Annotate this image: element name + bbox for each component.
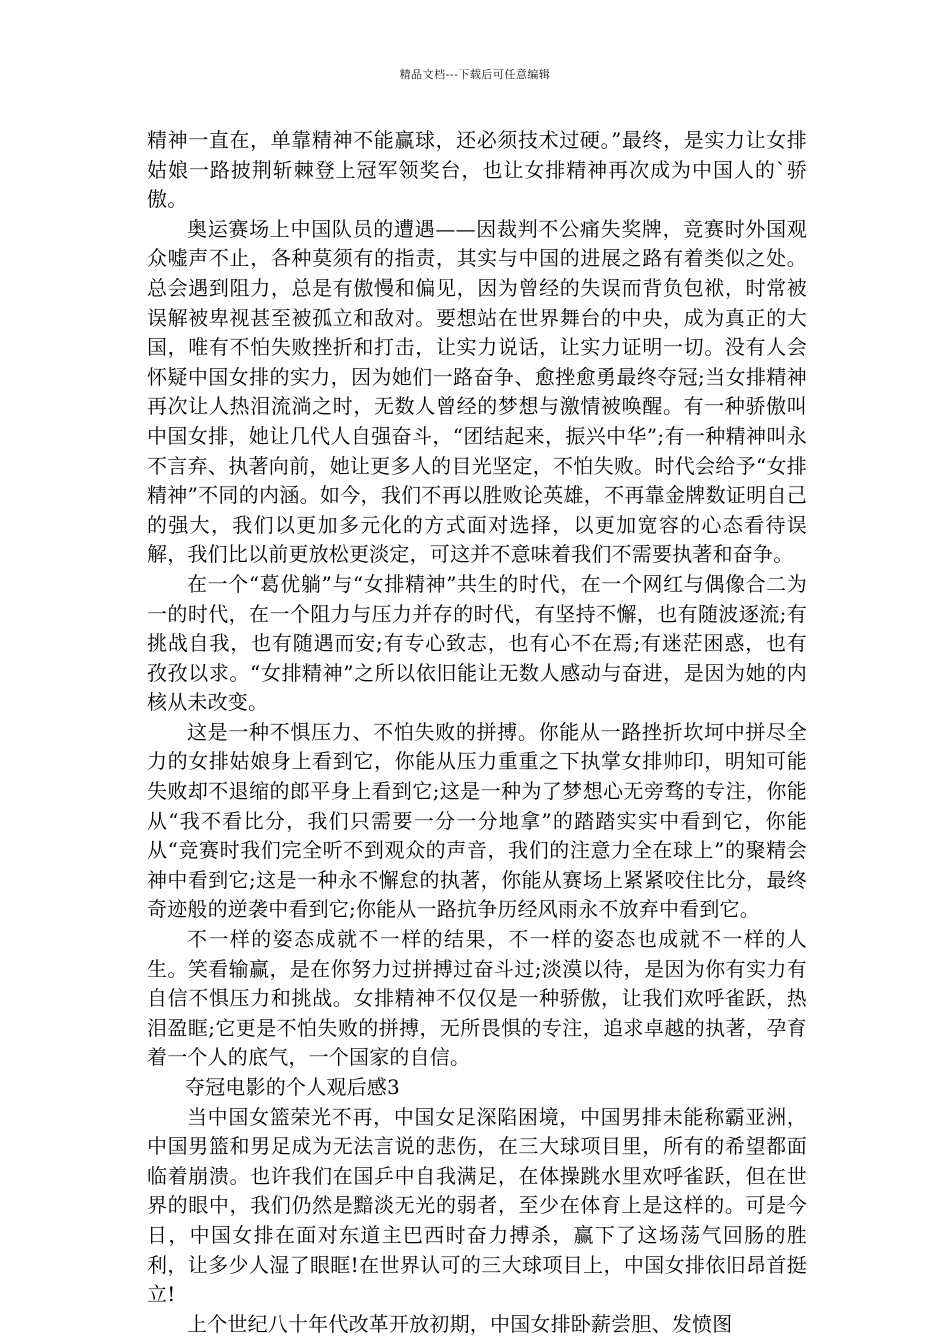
paragraph-continuation: 精神一直在，单靠精神不能赢球，还必须技术过硬。”最终，是实力让女排姑娘一路披荆斩棘登上冠军领奖台，也让女排精神再次成为中国人的`骄傲。 xyxy=(147,128,807,212)
paragraph-era: 在一个“葛优躺”与“女排精神”共生的时代，在一个网红与偶像合二为一的时代，在一个阻力与压力并存的时代，有坚持不懈，也有随波逐流;有挑战自我，也有随遇而安;有专心致志，也有心不在焉;有迷茫困惑，也有孜孜以求。“女排精神”之所以依旧能让无数人感动与奋进，是因为她的内核从未改变。 xyxy=(147,571,807,715)
paragraph-eighties: 上个世纪八十年代改革开放初期，中国女排卧薪尝胆、发愤图 xyxy=(187,1311,733,1336)
paragraph-attitude: 不一样的姿态成就不一样的结果，不一样的姿态也成就不一样的人生。笑看输赢，是在你努力过拼搏过奋斗过;淡漠以待，是因为你有实力有自信不惧压力和挑战。女排精神不仅仅是一种骄傲，让我们欢呼雀跃，热泪盈眶;它更是不怕失败的拼搏，无所畏惧的专注，追求卓越的执著，孕育着一个人的底气，一个国家的自信。 xyxy=(147,927,807,1070)
paragraph-basketball: 当中国女篮荣光不再，中国女足深陷困境，中国男排未能称霸亚洲，中国男篮和男足成为无法言说的悲伤，在三大球项目里，所有的希望都面临着崩溃。也许我们在国乒中自我满足，在体操跳水里欢呼雀跃，但在世界的眼中，我们仍然是黯淡无光的弱者，至少在体育上是这样的。可是今日，中国女排在面对东道主巴西时奋力搏杀，赢下了这场荡气回肠的胜利，让多少人湿了眼眶!在世界认可的三大球项目上，中国女排依旧昂首挺立! xyxy=(147,1104,807,1307)
paragraph-struggle: 这是一种不惧压力、不怕失败的拼搏。你能从一路挫折坎坷中拼尽全力的女排姑娘身上看到它，你能从压力重重之下执掌女排帅印，明知可能失败却不退缩的郎平身上看到它;这是一种为了梦想心无旁骛的专注，你能从“我不看比分，我们只需要一分一分地拿”的踏踏实实中看到它，你能从“竞赛时我们完全听不到观众的声音，我们的注意力全在球上”的聚精会神中看到它;这是一种永不懈怠的执著，你能从赛场上紧紧咬住比分，最终奇迹般的逆袭中看到它;你能从一路抗争历经风雨永不放弃中看到它。 xyxy=(147,719,807,922)
document-body xyxy=(147,126,807,1339)
section-heading: 夺冠电影的个人观后感3 xyxy=(185,1075,400,1099)
page-header: 精品文档---下载后可任意编辑 xyxy=(399,68,551,81)
paragraph-olympics: 奥运赛场上中国队员的遭遇——因裁判不公痛失奖牌，竞赛时外国观众嘘声不止，各种莫须有的指责，其实与中国的进展之路有着类似之处。总会遇到阻力，总是有傲慢和偏见，因为曾经的失误而背负包袱，时常被误解被卑视甚至被孤立和敌对。要想站在世界舞台的中央，成为真正的大国，唯有不怕失败挫折和打击，让实力说话，让实力证明一切。没有人会怀疑中国女排的实力，因为她们一路奋争、愈挫愈勇最终夺冠;当女排精神再次让人热泪流淌之时，无数人曾经的梦想与激情被唤醒。有一种骄傲叫中国女排，她让几代人自强奋斗，“团结起来，振兴中华”;有一种精神叫永不言弃、执著向前，她让更多人的目光坚定，不怕失败。时代会给予“女排精神”不同的内涵。如今，我们不再以胜败论英雄，不再靠金牌数证明自己的强大，我们以更加多元化的方式面对选择，以更加宽容的心态看待误解，我们比以前更放松更淡定，可这并不意味着我们不需要执著和奋争。 xyxy=(147,216,807,567)
